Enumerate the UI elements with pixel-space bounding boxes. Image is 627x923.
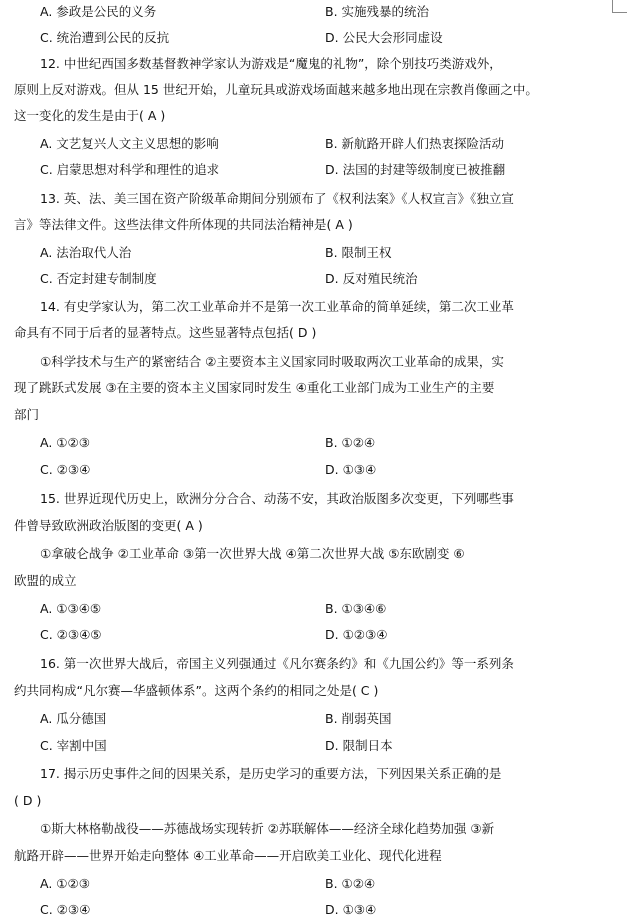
q15-stem-line-2: 件曾导致欧洲政治版图的变更( A ): [14, 518, 203, 533]
q14-option-d: D. ①③④: [325, 462, 377, 477]
q13-option-a: A. 法治取代人治: [40, 245, 132, 260]
q15-option-c: C. ②③④⑤: [40, 627, 102, 642]
q16-option-b: B. 削弱英国: [325, 711, 392, 726]
q12-option-a: A. 文艺复兴人文主义思想的影响: [40, 136, 219, 151]
q16-stem-line-2: 约共同构成“凡尔赛—华盛顿体系”。这两个条约的相同之处是( C ): [14, 683, 379, 698]
q17-items-line-1: ①斯大林格勒战役——苏德战场实现转折 ②苏联解体——经济全球化趋势加强 ③新: [40, 821, 495, 836]
page-corner-mark: [612, 0, 627, 13]
q14-items-line-3: 部门: [14, 407, 40, 422]
q12-option-b: B. 新航路开辟人们热衷探险活动: [325, 136, 505, 151]
q17-option-c: C. ②③④: [40, 902, 91, 917]
q16-option-d: D. 限制日本: [325, 738, 393, 753]
q12-option-d: D. 法国的封建等级制度已被推翻: [325, 162, 506, 177]
q17-option-a: A. ①②③: [40, 876, 90, 891]
q13-stem-line-1: 13. 英、法、美三国在资产阶级革命期间分别颁布了《权利法案》《人权宣言》《独立宣: [40, 191, 514, 206]
q14-items-line-2: 现了跳跃式发展 ③在主要的资本主义国家同时发生 ④重化工业部门成为工业生产的主要: [14, 380, 495, 395]
q14-stem-line-1: 14. 有史学家认为，第二次工业革命并不是第一次工业革命的简单延续，第二次工业革: [40, 299, 514, 314]
q13-option-c: C. 否定封建专制制度: [40, 271, 157, 286]
q11-option-b: B. 实施残暴的统治: [325, 4, 430, 19]
q13-stem-line-2: 言》等法律文件。这些法律文件所体现的共同法治精神是( A ): [14, 217, 353, 232]
q15-option-d: D. ①②③④: [325, 627, 388, 642]
q13-option-b: B. 限制王权: [325, 245, 392, 260]
q16-option-c: C. 宰割中国: [40, 738, 107, 753]
q14-items-line-1: ①科学技术与生产的紧密结合 ②主要资本主义国家同时吸取两次工业革命的成果，实: [40, 354, 504, 369]
q12-option-c: C. 启蒙思想对科学和理性的追求: [40, 162, 220, 177]
q14-option-b: B. ①②④: [325, 435, 376, 450]
q12-stem-line-2: 原则上反对游戏。但从 15 世纪开始，儿童玩具或游戏场面越来越多地出现在宗教肖像画之中。: [14, 82, 538, 97]
q15-items-line-2: 欧盟的成立: [14, 573, 77, 588]
q15-items-line-1: ①拿破仑战争 ②工业革命 ③第一次世界大战 ④第二次世界大战 ⑤东欧剧变 ⑥: [40, 546, 465, 561]
q11-option-c: C. 统治遭到公民的反抗: [40, 30, 170, 45]
q13-option-d: D. 反对殖民统治: [325, 271, 418, 286]
q14-stem-line-2: 命具有不同于后者的显著特点。这些显著特点包括( D ): [14, 325, 317, 340]
q17-items-line-2: 航路开辟——世界开始走向整体 ④工业革命——开启欧美工业化、现代化进程: [14, 848, 442, 863]
q15-option-a: A. ①③④⑤: [40, 601, 102, 616]
q15-stem-line-1: 15. 世界近现代历史上，欧洲分分合合、动荡不安，其政治版图多次变更，下列哪些事: [40, 491, 514, 506]
q16-stem-line-1: 16. 第一次世界大战后，帝国主义列强通过《凡尔赛条约》和《九国公约》等一系列条: [40, 656, 514, 671]
q12-stem-line-1: 12. 中世纪西国多数基督教神学家认为游戏是“魔鬼的礼物”，除个别技巧类游戏外，: [40, 56, 502, 71]
q14-option-a: A. ①②③: [40, 435, 90, 450]
q17-option-d: D. ①③④: [325, 902, 377, 917]
q15-option-b: B. ①③④⑥: [325, 601, 387, 616]
q17-stem-line-2: ( D ): [14, 793, 42, 808]
q16-option-a: A. 瓜分德国: [40, 711, 107, 726]
q14-option-c: C. ②③④: [40, 462, 91, 477]
q11-option-d: D. 公民大会形同虚设: [325, 30, 443, 45]
q17-option-b: B. ①②④: [325, 876, 376, 891]
q17-stem-line-1: 17. 揭示历史事件之间的因果关系，是历史学习的重要方法，下列因果关系正确的是: [40, 766, 502, 781]
q12-stem-line-3: 这一变化的发生是由于( A ): [14, 108, 166, 123]
q11-option-a: A. 参政是公民的义务: [40, 4, 157, 19]
